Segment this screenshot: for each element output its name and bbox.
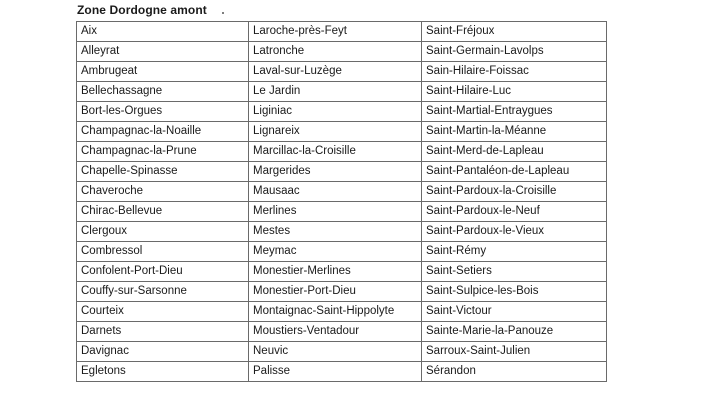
commune-cell: Saint-Hilaire-Luc	[422, 82, 607, 102]
commune-cell: Margerides	[249, 162, 422, 182]
commune-cell: Chapelle-Spinasse	[77, 162, 249, 182]
table-row	[77, 222, 607, 242]
commune-cell: Monestier-Merlines	[249, 262, 422, 282]
commune-cell: Saint-Setiers	[422, 262, 607, 282]
commune-cell: Lignareix	[249, 122, 422, 142]
commune-cell: Montaignac-Saint-Hippolyte	[249, 302, 422, 322]
commune-cell: Courteix	[77, 302, 249, 322]
commune-cell: Bellechassagne	[77, 82, 249, 102]
table-row	[77, 62, 607, 82]
commune-cell: Sarroux-Saint-Julien	[422, 342, 607, 362]
table-row	[77, 142, 607, 162]
commune-cell: Marcillac-la-Croisille	[249, 142, 422, 162]
commune-cell: Saint-Pantaléon-de-Lapleau	[422, 162, 607, 182]
commune-cell: Darnets	[77, 322, 249, 342]
commune-cell: Couffy-sur-Sarsonne	[77, 282, 249, 302]
table-row	[77, 282, 607, 302]
commune-cell: Mausaac	[249, 182, 422, 202]
commune-cell: Neuvic	[249, 342, 422, 362]
commune-cell: Chirac-Bellevue	[77, 202, 249, 222]
commune-cell: Laval-sur-Luzège	[249, 62, 422, 82]
commune-cell: Alleyrat	[77, 42, 249, 62]
scan-speck	[222, 12, 224, 14]
commune-cell: Ambrugeat	[77, 62, 249, 82]
commune-cell: Saint-Fréjoux	[422, 22, 607, 42]
commune-cell: Chaveroche	[77, 182, 249, 202]
communes-table-body	[77, 22, 607, 382]
commune-cell: Laroche-près-Feyt	[249, 22, 422, 42]
commune-cell: Latronche	[249, 42, 422, 62]
table-row	[77, 162, 607, 182]
commune-cell: Saint-Rémy	[422, 242, 607, 262]
table-row	[77, 42, 607, 62]
commune-cell: Liginiac	[249, 102, 422, 122]
commune-cell: Saint-Martial-Entraygues	[422, 102, 607, 122]
table-row	[77, 22, 607, 42]
commune-cell: Saint-Pardoux-le-Vieux	[422, 222, 607, 242]
commune-cell: Aix	[77, 22, 249, 42]
table-row	[77, 362, 607, 382]
table-row	[77, 242, 607, 262]
communes-table	[76, 21, 607, 382]
commune-cell: Palisse	[249, 362, 422, 382]
commune-cell: Saint-Victour	[422, 302, 607, 322]
commune-cell: Clergoux	[77, 222, 249, 242]
page-title: Zone Dordogne amont	[77, 3, 207, 17]
commune-cell: Champagnac-la-Noaille	[77, 122, 249, 142]
commune-cell: Mestes	[249, 222, 422, 242]
commune-cell: Merlines	[249, 202, 422, 222]
commune-cell: Combressol	[77, 242, 249, 262]
table-row	[77, 302, 607, 322]
commune-cell: Saint-Sulpice-les-Bois	[422, 282, 607, 302]
commune-cell: Monestier-Port-Dieu	[249, 282, 422, 302]
table-row	[77, 262, 607, 282]
commune-cell: Davignac	[77, 342, 249, 362]
table-row	[77, 202, 607, 222]
commune-cell: Sainte-Marie-la-Panouze	[422, 322, 607, 342]
commune-cell: Sérandon	[422, 362, 607, 382]
commune-cell: Meymac	[249, 242, 422, 262]
table-row	[77, 102, 607, 122]
commune-cell: Confolent-Port-Dieu	[77, 262, 249, 282]
table-row	[77, 322, 607, 342]
commune-cell: Egletons	[77, 362, 249, 382]
commune-cell: Saint-Pardoux-le-Neuf	[422, 202, 607, 222]
table-row	[77, 342, 607, 362]
commune-cell: Saint-Merd-de-Lapleau	[422, 142, 607, 162]
commune-cell: Sain-Hilaire-Foissac	[422, 62, 607, 82]
commune-cell: Moustiers-Ventadour	[249, 322, 422, 342]
commune-cell: Le Jardin	[249, 82, 422, 102]
commune-cell: Bort-les-Orgues	[77, 102, 249, 122]
table-row	[77, 182, 607, 202]
commune-cell: Saint-Pardoux-la-Croisille	[422, 182, 607, 202]
commune-cell: Saint-Martin-la-Méanne	[422, 122, 607, 142]
table-row	[77, 82, 607, 102]
table-row	[77, 122, 607, 142]
commune-cell: Champagnac-la-Prune	[77, 142, 249, 162]
commune-cell: Saint-Germain-Lavolps	[422, 42, 607, 62]
